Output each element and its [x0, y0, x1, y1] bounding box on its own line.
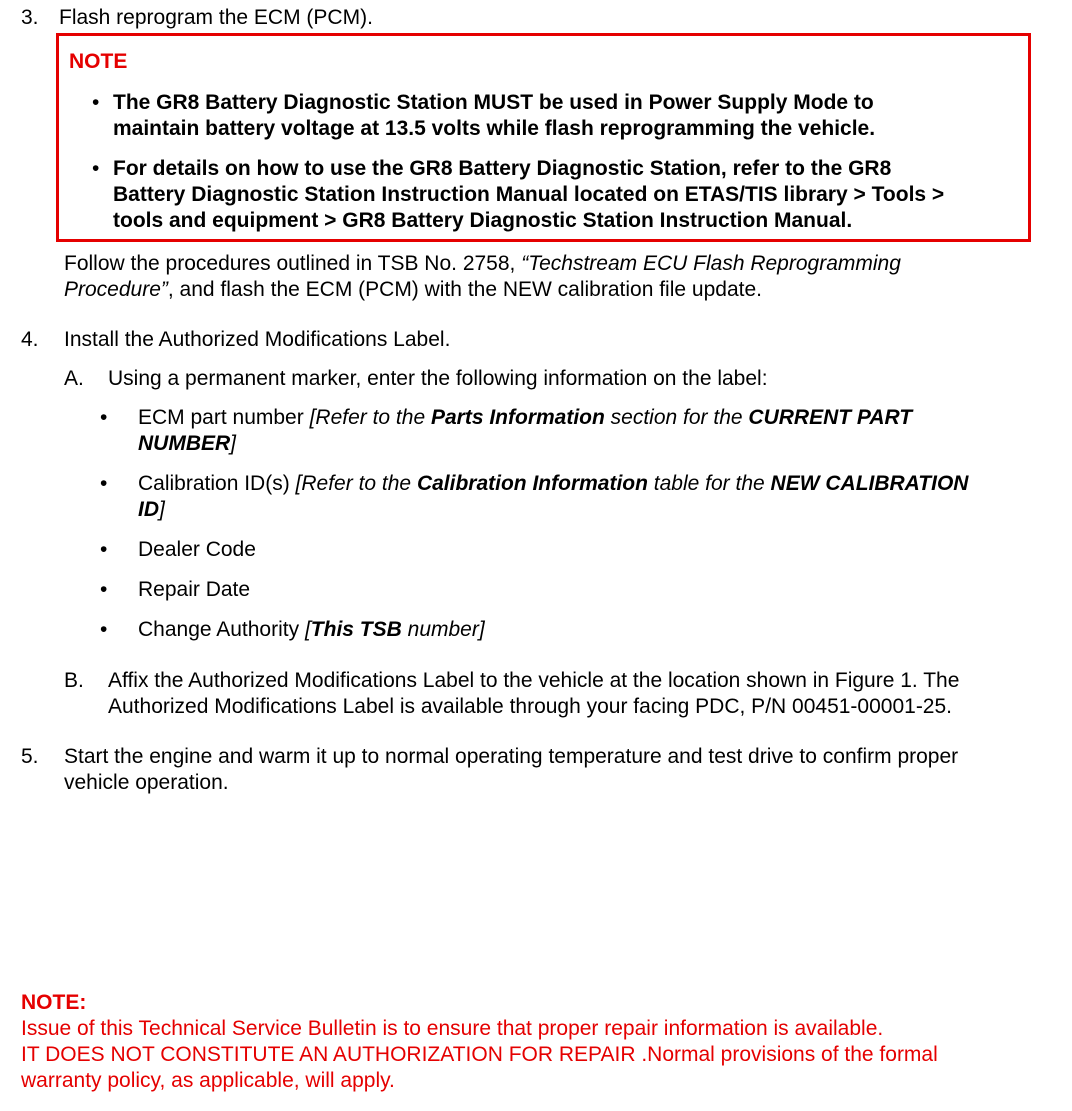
item-dealer-code: Dealer Code: [138, 538, 256, 561]
step4-number: 4.: [21, 328, 39, 351]
item-ecm-ref-bold2: CURRENT PART: [748, 406, 913, 429]
step5-line1: Start the engine and warm it up to normal operating temperature and test drive to confirm proper: [64, 745, 959, 768]
step4a-letter: A.: [64, 367, 84, 390]
item-change-line: [138, 617, 485, 643]
footer-note-heading: NOTE:: [21, 991, 87, 1014]
step3-title: Flash reprogram the ECM (PCM).: [59, 6, 373, 29]
item-repair-date: Repair Date: [138, 578, 251, 601]
item-ecm-ref-pre: [Refer to the: [309, 406, 431, 429]
item-change-ref-end: number]: [401, 618, 485, 641]
item-change-label: Change Authority: [138, 618, 305, 641]
follow-title-part1: “Techstream ECU Flash Reprogramming: [521, 252, 901, 275]
note-bullet-1-dot: •: [92, 91, 100, 114]
note-bullet-1-line1: The GR8 Battery Diagnostic Station MUST be used in Power Supply Mode to: [113, 91, 874, 114]
follow-line1: [64, 251, 901, 277]
note-bullet-2-dot: •: [92, 157, 100, 180]
step4a-text: Using a permanent marker, enter the following information on the label:: [108, 367, 768, 390]
item-ecm-line2: [138, 431, 236, 457]
item-ecm-label: ECM part number: [138, 406, 310, 429]
item-ecm-ref-mid: section for the: [604, 406, 749, 429]
item-calibration-line1: [138, 471, 968, 497]
step4-title: Install the Authorized Modifications Label.: [64, 328, 451, 351]
follow-title-part2: Procedure”: [64, 278, 168, 301]
item-calibration-ref-bold: Calibration Information: [416, 472, 648, 495]
item-change-dot: •: [100, 618, 108, 641]
item-calibration-ref-line2: ID: [138, 498, 159, 521]
item-ecm-ref-bold: Parts Information: [430, 406, 605, 429]
step5-number: 5.: [21, 745, 39, 768]
note-heading: NOTE: [69, 50, 128, 73]
item-ecm-ref-end: ]: [230, 432, 237, 455]
note-bullet-2-line2: Battery Diagnostic Station Instruction Manual located on ETAS/TIS library > Tools >: [113, 183, 945, 206]
step4b-line2: Authorized Modifications Label is available through your facing PDC, P/N 00451-00001-25.: [108, 695, 952, 718]
footer-note-line3: warranty policy, as applicable, will apply.: [21, 1069, 395, 1092]
follow-line2: [64, 277, 762, 303]
step4b-line1: Affix the Authorized Modifications Label to the vehicle at the location shown in Figure 1. The: [108, 669, 960, 692]
item-ecm-dot: •: [100, 406, 108, 429]
item-ecm-ref-line2: NUMBER: [138, 432, 231, 455]
step5-line2: vehicle operation.: [64, 771, 229, 794]
note-bullet-2-line3: tools and equipment > GR8 Battery Diagnostic Station Instruction Manual.: [113, 209, 853, 232]
follow-post: , and flash the ECM (PCM) with the NEW calibration file update.: [167, 278, 762, 301]
item-change-ref-pre: [: [304, 618, 311, 641]
footer-note-line2: IT DOES NOT CONSTITUTE AN AUTHORIZATION FOR REPAIR .Normal provisions of the formal: [21, 1043, 938, 1066]
item-calibration-dot: •: [100, 472, 108, 495]
step4b-letter: B.: [64, 669, 84, 692]
item-calibration-ref-end: ]: [159, 498, 165, 521]
item-dealer-dot: •: [100, 538, 108, 561]
item-ecm-line1: [138, 405, 912, 431]
note-bullet-1-line2: maintain battery voltage at 13.5 volts while flash reprogramming the vehicle.: [113, 117, 876, 140]
step3-number: 3.: [21, 6, 39, 29]
item-change-ref-bold: This TSB: [310, 618, 402, 641]
note-bullet-2-line1: For details on how to use the GR8 Battery Diagnostic Station, refer to the GR8: [113, 157, 892, 180]
item-repair-dot: •: [100, 578, 108, 601]
item-calibration-label: Calibration ID(s): [138, 472, 296, 495]
item-calibration-ref-bold2: NEW CALIBRATION: [770, 472, 969, 495]
item-calibration-ref-pre: [Refer to the: [295, 472, 417, 495]
footer-note-line1: Issue of this Technical Service Bulletin is to ensure that proper repair information is available.: [21, 1017, 884, 1040]
item-calibration-ref-mid: table for the: [647, 472, 771, 495]
item-calibration-line2: [138, 497, 165, 523]
follow-pre: Follow the procedures outlined in TSB No. 2758,: [64, 252, 522, 275]
